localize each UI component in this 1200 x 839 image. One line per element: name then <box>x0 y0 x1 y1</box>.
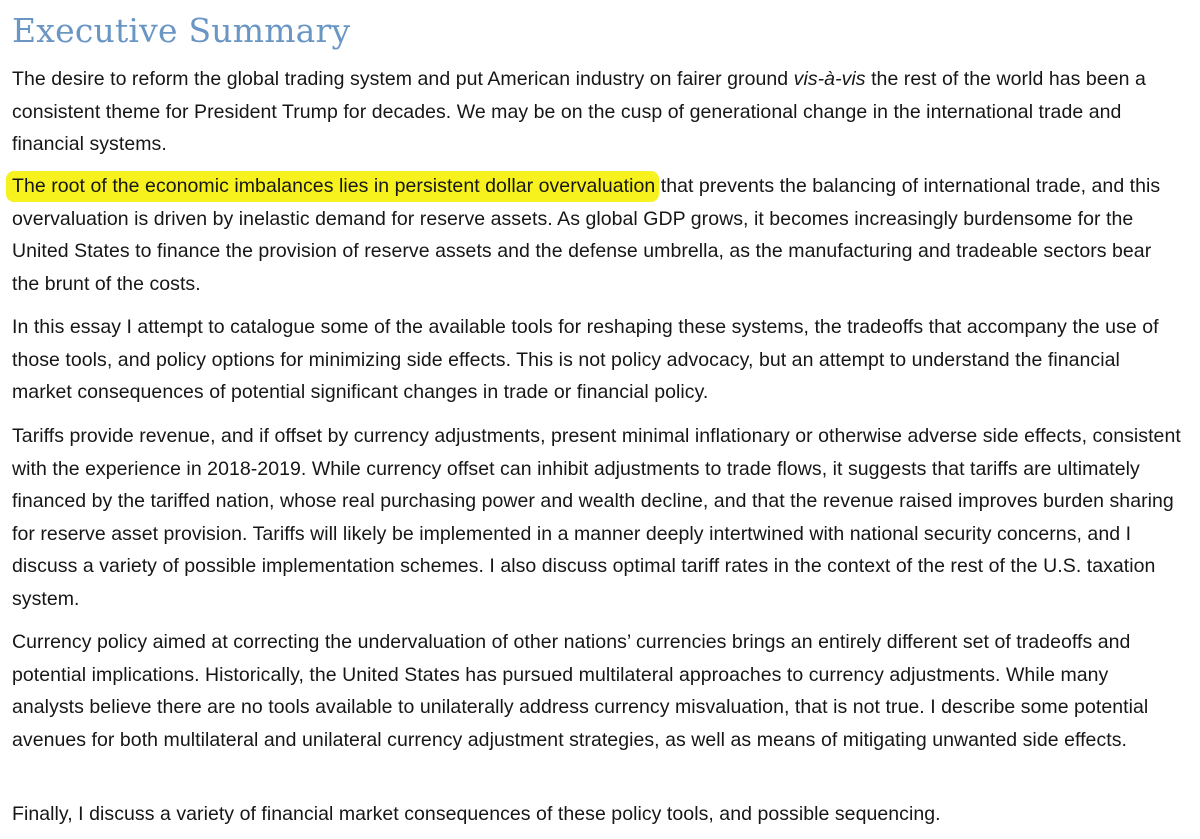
paragraph-essay-scope: In this essay I attempt to catalogue some of the available tools for reshaping these systems, the tradeoffs that accompany the use of those tools, and policy options for minimizing side effects. This is not policy advocacy, but an attempt to understand the financial market consequences of potential significant changes in trade or financial policy. <box>12 316 1159 403</box>
italic-phrase: vis-à-vis <box>793 68 866 90</box>
paragraph-intro <box>12 63 1182 161</box>
paragraph-root-cause-text: that prevents the balancing of international trade, and this overvaluation is driven by inelastic demand for reserve assets. As global GDP grows, it becomes increasingly burdensome for the United States to finance the provision of reserve assets and the defense umbrella, as the manufacturing and tradeable sectors bear the brunt of the costs. <box>12 175 1161 295</box>
paragraph-currency-policy: Currency policy aimed at correcting the undervaluation of other nations’ currencies brings an entirely different set of tradeoffs and potential implications. Historically, the United States has pursued multilateral approaches to currency adjustments. While many analysts believe there are no tools available to unilaterally address currency misvaluation, that is not true. I describe some potential avenues for both multilateral and unilateral currency adjustment strategies, as well as means of mitigating unwanted side effects. <box>12 631 1149 751</box>
paragraph-intro-text-end: the rest of the world has been a consistent theme for President Trump for decades. We may be on the cusp of generational change in the international trade and financial systems. <box>12 68 1146 155</box>
highlighted-sentence: The root of the economic imbalances lies in persistent dollar overvaluation <box>12 171 655 202</box>
paragraph-tariffs: Tariffs provide revenue, and if offset by currency adjustments, present minimal inflationary or otherwise adverse side effects, consistent with the experience in 2018-2019. While currency offset can inhibit adjustments to trade flows, it suggests that tariffs are ultimately financed by the tariffed nation, whose real purchasing power and wealth decline, and that the revenue raised improves burden sharing for reserve asset provision. Tariffs will likely be implemented in a manner deeply intertwined with national security concerns, and I discuss a variety of possible implementation schemes. I also discuss optimal tariff rates in the context of the rest of the U.S. taxation system. <box>12 425 1181 610</box>
paragraph-conclusion: Finally, I discuss a variety of financial market consequences of these policy tools, and possible sequencing. <box>12 803 941 825</box>
paragraph-intro-text-start: The desire to reform the global trading system and put American industry on fairer ground <box>12 68 794 90</box>
paragraph-root-cause <box>12 170 1182 300</box>
section-title: Executive Summary <box>12 11 351 50</box>
